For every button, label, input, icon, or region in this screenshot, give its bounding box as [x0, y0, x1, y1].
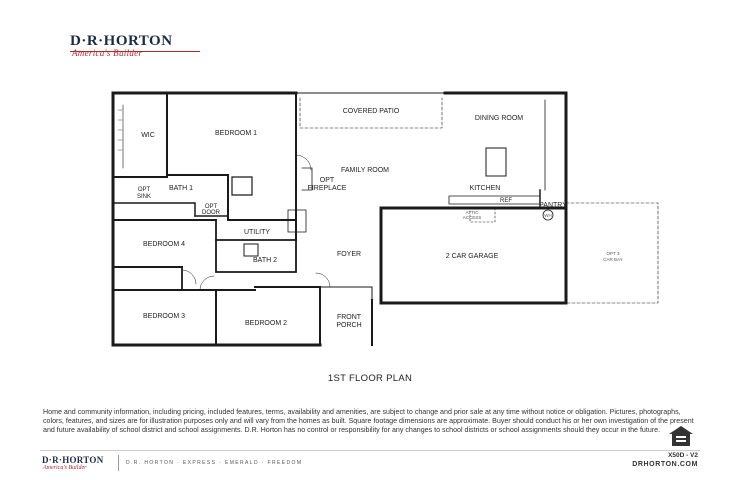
footer-divider — [40, 450, 700, 451]
attic-access-label-2: ACCESS — [462, 215, 482, 220]
opt-fireplace-label-1: OPT — [319, 177, 335, 184]
disclaimer-text: Home and community information, including pricing, included features, terms, availability and amenities, are subject to change and prior sale at any time without notice or obligation. Pictures, photographs, colors, features, and sizes are for illustration purposes only and will vary from the homes as built. Square footage dimensions are approximate. Buyer should conduct his or her own investigation of the present and future availability of school district and school assignments. D.R. Horton has no control or responsibility for any changes to school districts or school assignments should they occur in the future. — [43, 408, 694, 434]
room-bath-2: BATH 2 — [253, 257, 277, 264]
opt-car-bay-label-1: OPT 3 — [606, 251, 620, 256]
room-bedroom-4: BEDROOM 4 — [142, 241, 186, 248]
opt-sink-label-1: OPT — [137, 187, 151, 193]
room-foyer: FOYER — [336, 251, 362, 258]
room-bedroom-2: BEDROOM 2 — [244, 320, 288, 327]
floor-plan-title: 1ST FLOOR PLAN — [327, 373, 413, 384]
opt-door-label-1: OPT — [204, 204, 218, 210]
equal-housing-icon — [668, 425, 694, 447]
footer-logo-divider — [118, 455, 119, 471]
room-bedroom-3: BEDROOM 3 — [142, 313, 186, 320]
opt-door-label-2: DOOR — [202, 210, 220, 216]
opt-car-bay-label-2: CAR BAY — [603, 257, 623, 262]
attic-access-label-1: ATTIC — [465, 210, 479, 215]
room-pantry: PANTRY — [539, 202, 567, 209]
footer-brand-tagline: America's Builder — [43, 465, 87, 471]
model-code: X50D - V2 — [668, 452, 698, 459]
opt-fireplace-label-2: FIREPLACE — [307, 185, 347, 192]
brand-tagline: America's Builder — [72, 48, 143, 58]
water-heater-label: WH — [544, 213, 552, 218]
room-covered-patio: COVERED PATIO — [342, 108, 400, 115]
room-garage: 2 CAR GARAGE — [445, 253, 499, 260]
room-bath-1: BATH 1 — [169, 185, 193, 192]
front-porch-label-2: PORCH — [336, 322, 362, 329]
room-dining: DINING ROOM — [474, 115, 524, 122]
footer-brand-logo: D·R·HORTON — [42, 455, 104, 465]
wall — [381, 218, 566, 303]
room-wic: WIC — [141, 132, 155, 139]
opt-sink-label-2: SINK — [136, 194, 152, 200]
brand-list: D.R. HORTON · EXPRESS · EMERALD · FREEDOM — [126, 460, 303, 466]
room-kitchen: KITCHEN — [469, 185, 501, 192]
ref-label: REF — [500, 198, 512, 204]
room-family: FAMILY ROOM — [341, 167, 389, 174]
brand-logo: D·R·HORTON — [70, 33, 173, 49]
room-utility: UTILITY — [243, 229, 271, 236]
website-link[interactable]: DRHORTON.COM — [632, 461, 698, 468]
room-bedroom-1: BEDROOM 1 — [214, 130, 258, 137]
front-porch-label-1: FRONT — [336, 314, 362, 321]
